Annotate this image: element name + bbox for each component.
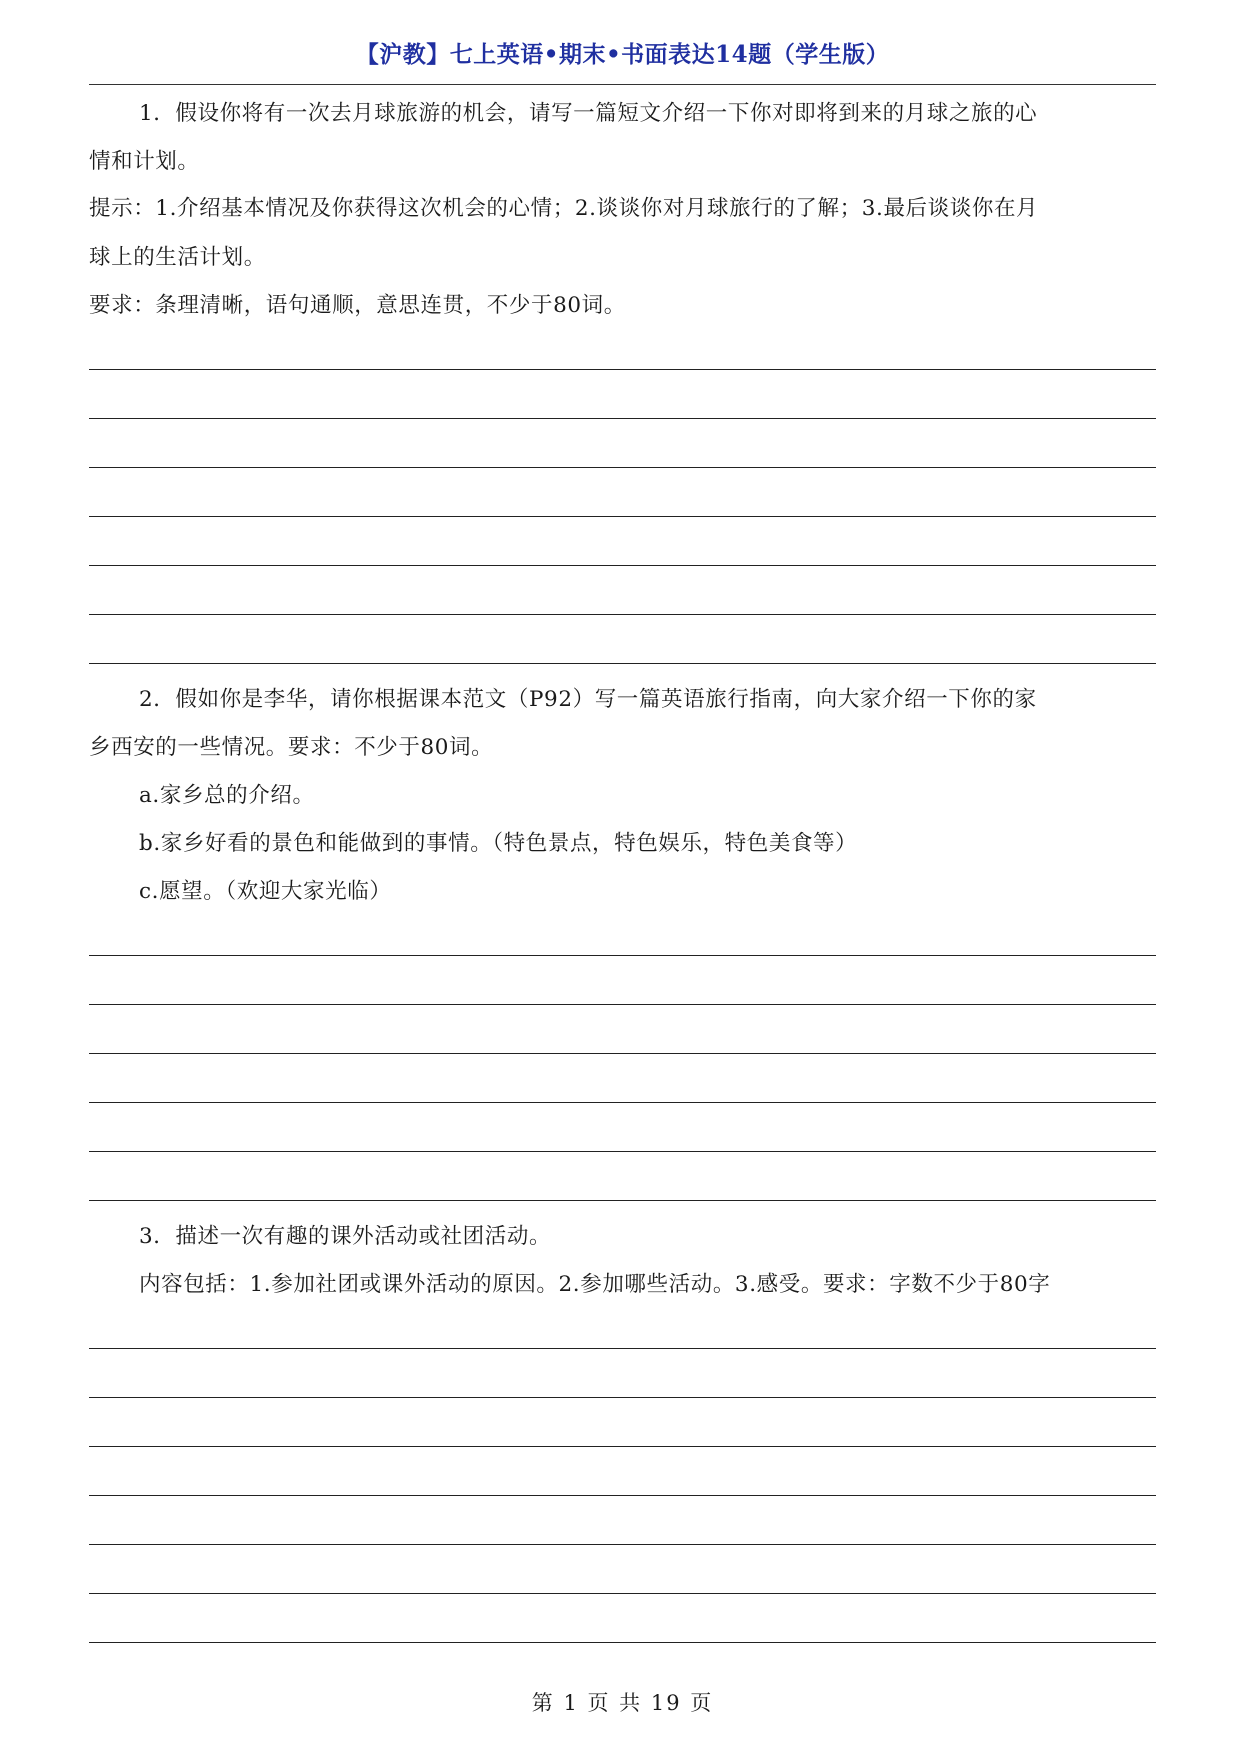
q3-prompt-line-1: 3．描述一次有趣的课外活动或社团活动。 (139, 1224, 552, 1249)
q1-answer-line[interactable] (89, 516, 1156, 517)
q3-answer-line[interactable] (89, 1495, 1156, 1496)
q1-prompt-line-1: 1．假设你将有一次去月球旅游的机会，请写一篇短文介绍一下你对即将到来的月球之旅的心 (139, 101, 1038, 126)
q1-answer-line[interactable] (89, 565, 1156, 566)
q2-answer-line[interactable] (89, 955, 1156, 956)
q2-answer-line[interactable] (89, 1004, 1156, 1005)
q2-answer-line[interactable] (89, 1200, 1156, 1201)
q1-prompt-line-2: 情和计划。 (89, 149, 200, 174)
q2-answer-line[interactable] (89, 1151, 1156, 1152)
q1-requirement: 要求：条理清晰，语句通顺，意思连贯，不少于80词。 (89, 293, 626, 318)
q2-answer-line[interactable] (89, 1102, 1156, 1103)
q2-item-b: b.家乡好看的景色和能做到的事情。（特色景点，特色娱乐，特色美食等） (139, 831, 858, 856)
page-number: 第 1 页 共 19 页 (531, 1691, 714, 1715)
q2-prompt-line-2: 乡西安的一些情况。要求：不少于80词。 (89, 735, 494, 760)
q3-answer-line[interactable] (89, 1593, 1156, 1594)
q1-answer-line[interactable] (89, 614, 1156, 615)
q3-prompt-line-2: 内容包括：1.参加社团或课外活动的原因。2.参加哪些活动。3.感受。要求：字数不少于80字 (139, 1272, 1051, 1297)
q2-item-a: a.家乡总的介绍。 (139, 783, 315, 808)
q1-answer-line[interactable] (89, 663, 1156, 664)
q1-hint-line-1: 提示：1.介绍基本情况及你获得这次机会的心情；2.谈谈你对月球旅行的了解；3.最后谈谈你在月 (89, 196, 1039, 221)
q2-item-c: c.愿望。（欢迎大家光临） (139, 879, 392, 904)
q3-answer-line[interactable] (89, 1348, 1156, 1349)
page-header-title: 【沪教】七上英语•期末•书面表达14题（学生版） (355, 41, 890, 68)
q3-answer-line[interactable] (89, 1446, 1156, 1447)
q1-hint-line-2: 球上的生活计划。 (89, 245, 266, 270)
q2-answer-line[interactable] (89, 1053, 1156, 1054)
q3-answer-line[interactable] (89, 1642, 1156, 1643)
q2-prompt-line-1: 2．假如你是李华，请你根据课本范文（P92）写一篇英语旅行指南，向大家介绍一下你的家 (139, 687, 1037, 712)
document-page (89, 0, 1156, 1754)
q1-answer-line[interactable] (89, 467, 1156, 468)
q3-answer-line[interactable] (89, 1544, 1156, 1545)
q1-answer-line[interactable] (89, 418, 1156, 419)
q3-answer-line[interactable] (89, 1397, 1156, 1398)
header-divider (89, 84, 1156, 85)
q1-answer-line[interactable] (89, 369, 1156, 370)
